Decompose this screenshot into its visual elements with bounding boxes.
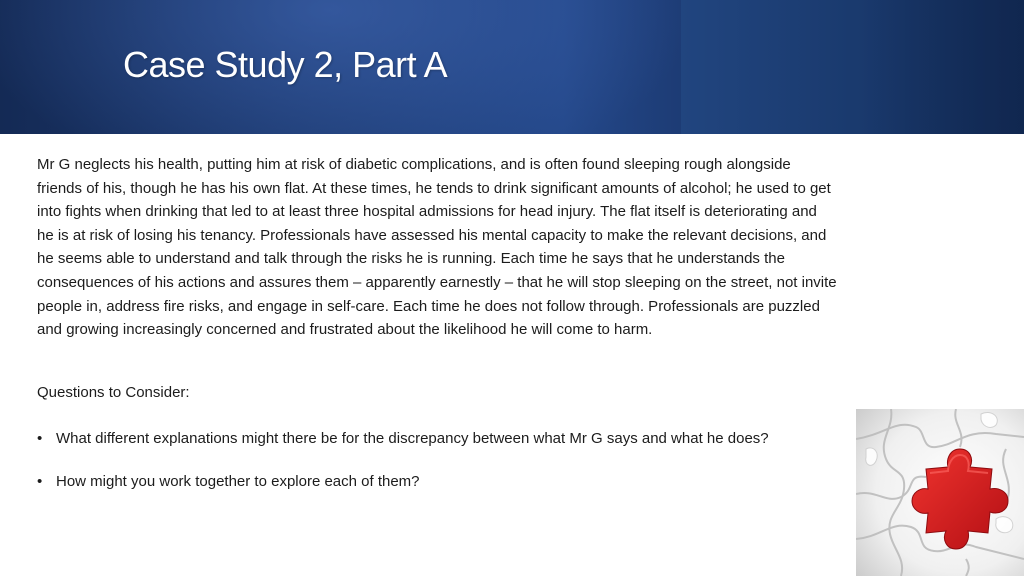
puzzle-pieces-image [856,409,1024,576]
bullet-icon: • [37,472,43,490]
question-list [37,427,827,493]
question-text: How might you work together to explore each of them? [56,472,420,490]
slide-title: Case Study 2, Part A [123,44,448,85]
question-text: What different explanations might there be for the discrepancy between what Mr G says and what he does? [56,430,769,447]
list-item [37,427,827,451]
questions-heading: Questions to Consider: [37,384,190,401]
bullet-icon: • [37,430,43,447]
title-banner [0,0,1024,134]
case-description: Mr G neglects his health, putting him at risk of diabetic complications, and is often found sleeping rough alongside friends of his, though he has his own flat. At these times, he tends to drink significant amounts of alcohol; he used to get into fights when drinking that led to at least three hospital admissions for head injury. The flat itself is deteriorating and he is at risk of losing his tenancy. Professionals have assessed his mental capacity to make the relevant decisions, and he seems able to understand and talk through the risks he is running. Each time he says that he understands the consequences of his actions and assures them – apparently earnestly – that he will stop sleeping on the street, not invite people in, address fire risks, and engage in self-care. Each time he does not follow through. Professionals are puzzled and growing increasingly concerned and frustrated about the likelihood he will come to harm. [37,156,837,339]
list-item [37,470,827,494]
banner-right-shade [862,0,1024,134]
